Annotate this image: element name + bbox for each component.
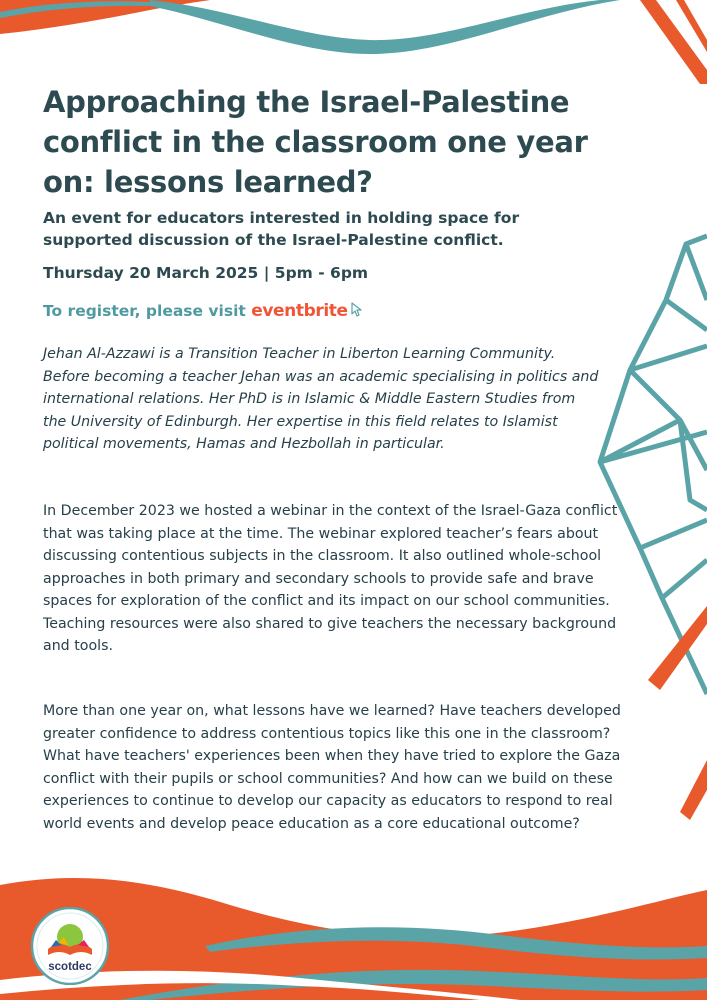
pointer-cursor-icon xyxy=(349,301,365,323)
register-prefix: To register, please visit xyxy=(43,302,246,320)
event-subtitle: An event for educators interested in holding space for supported discussion of the Israel-Palestine conflict. xyxy=(43,209,520,249)
top-right-orange-line-1 xyxy=(640,0,707,84)
top-teal-ribbon xyxy=(150,0,620,54)
eventbrite-link[interactable]: eventbrite xyxy=(251,301,348,321)
body-paragraph-1: In December 2023 we hosted a webinar in the context of the Israel-Gaza conflict that was taking place at the time. The webinar explored teacher’s fears about discussing contentious subjects in the classroom. It also outlined whole-school approaches in both primary and secondary schools to provide safe and brave spaces for exploration of the conflict and its impact on our school communities. Teaching resources were also shared to give teachers the necessary background and tools. xyxy=(43,503,618,654)
event-title: Approaching the Israel-Palestine conflict in the classroom one year on: lessons learned? xyxy=(43,85,588,199)
scotdec-logo xyxy=(31,907,109,985)
logo-text: scotdec xyxy=(48,961,92,973)
speaker-bio: Jehan Al-Azzawi is a Transition Teacher in Liberton Learning Community. Before becoming a teacher Jehan was an academic specialising in politics and international relations. Her PhD is in Islamic & Middle Eastern Studies from the University of Edinburgh. Her expertise in this field relates to Islamist political movements, Hamas and Hezbollah in particular. xyxy=(43,346,599,452)
register-line xyxy=(43,300,365,323)
body-paragraph-2: More than one year on, what lessons have we learned? Have teachers developed greater confidence to address contentious topics like this one in the classroom? What have teachers' experiences been when they have tried to explore the Gaza conflict with their pupils or school communities? And how can we build on these experiences to continue to develop our capacity as educators to respond to real world events and develop peace education as a core educational outcome? xyxy=(43,703,621,832)
event-date-time: Thursday 20 March 2025 | 5pm - 6pm xyxy=(43,264,369,282)
right-orange-stripe-2 xyxy=(680,760,707,820)
